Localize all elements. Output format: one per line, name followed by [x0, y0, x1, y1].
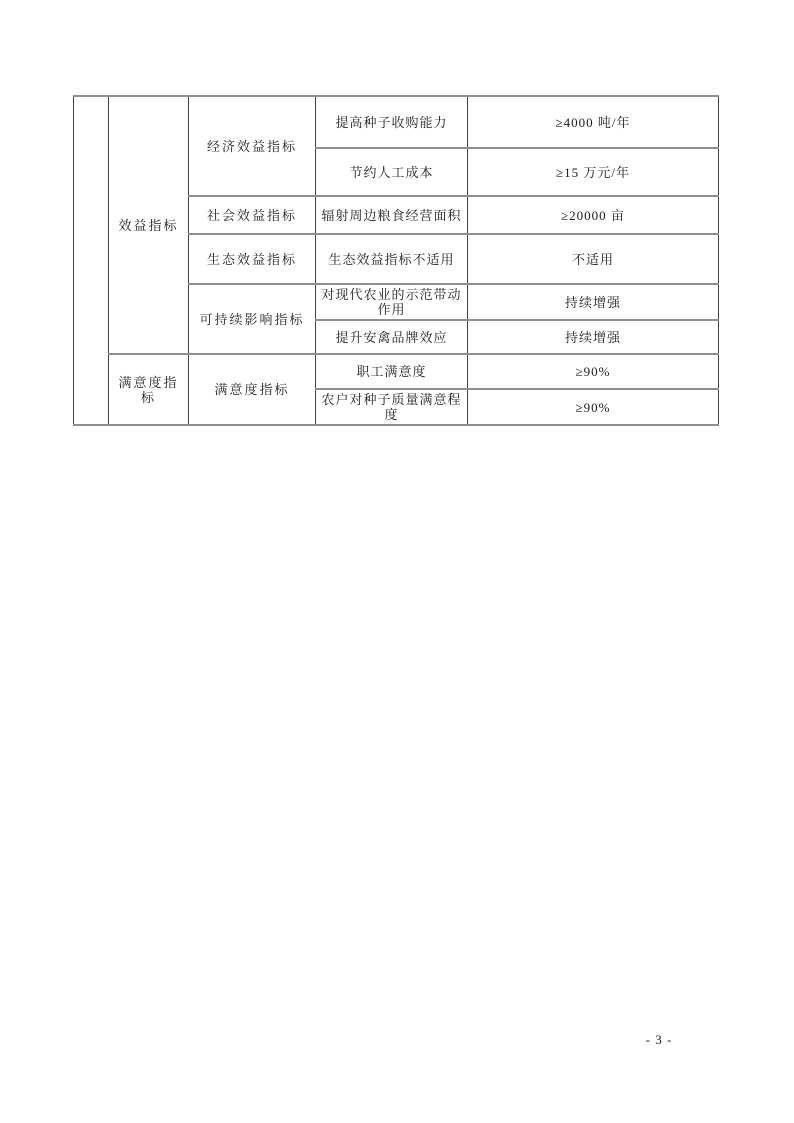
table-row [74, 354, 719, 389]
target-cell: ≥90% [468, 389, 719, 425]
target-cell: 持续增强 [468, 284, 719, 320]
indicator-cell: 对现代农业的示范带动作用 [316, 284, 468, 320]
category-cell-satisfaction: 满意度指标 [109, 354, 189, 425]
subcategory-cell-social: 社会效益指标 [189, 196, 316, 234]
spanning-empty-cell [74, 96, 109, 425]
subcategory-cell-satisfaction: 满意度指标 [189, 354, 316, 425]
indicator-cell: 职工满意度 [316, 354, 468, 389]
subcategory-cell-sustainability: 可持续影响指标 [189, 284, 316, 354]
page-number: - 3 - [645, 1032, 673, 1047]
table-row [74, 96, 719, 148]
target-cell: ≥20000 亩 [468, 196, 719, 234]
indicator-cell: 节约人工成本 [316, 148, 468, 196]
target-cell: ≥4000 吨/年 [468, 96, 719, 148]
target-cell: ≥90% [468, 354, 719, 389]
target-cell: 持续增强 [468, 320, 719, 354]
subcategory-cell-ecological: 生态效益指标 [189, 234, 316, 284]
target-cell: 不适用 [468, 234, 719, 284]
indicator-cell: 提高种子收购能力 [316, 96, 468, 148]
subcategory-cell-economic: 经济效益指标 [189, 96, 316, 196]
indicator-cell: 提升安禽品牌效应 [316, 320, 468, 354]
indicator-cell: 生态效益指标不适用 [316, 234, 468, 284]
indicator-cell: 辐射周边粮食经营面积 [316, 196, 468, 234]
indicator-cell: 农户对种子质量满意程度 [316, 389, 468, 425]
category-cell-benefit: 效益指标 [109, 96, 189, 354]
target-cell: ≥15 万元/年 [468, 148, 719, 196]
indicator-table [73, 95, 719, 426]
